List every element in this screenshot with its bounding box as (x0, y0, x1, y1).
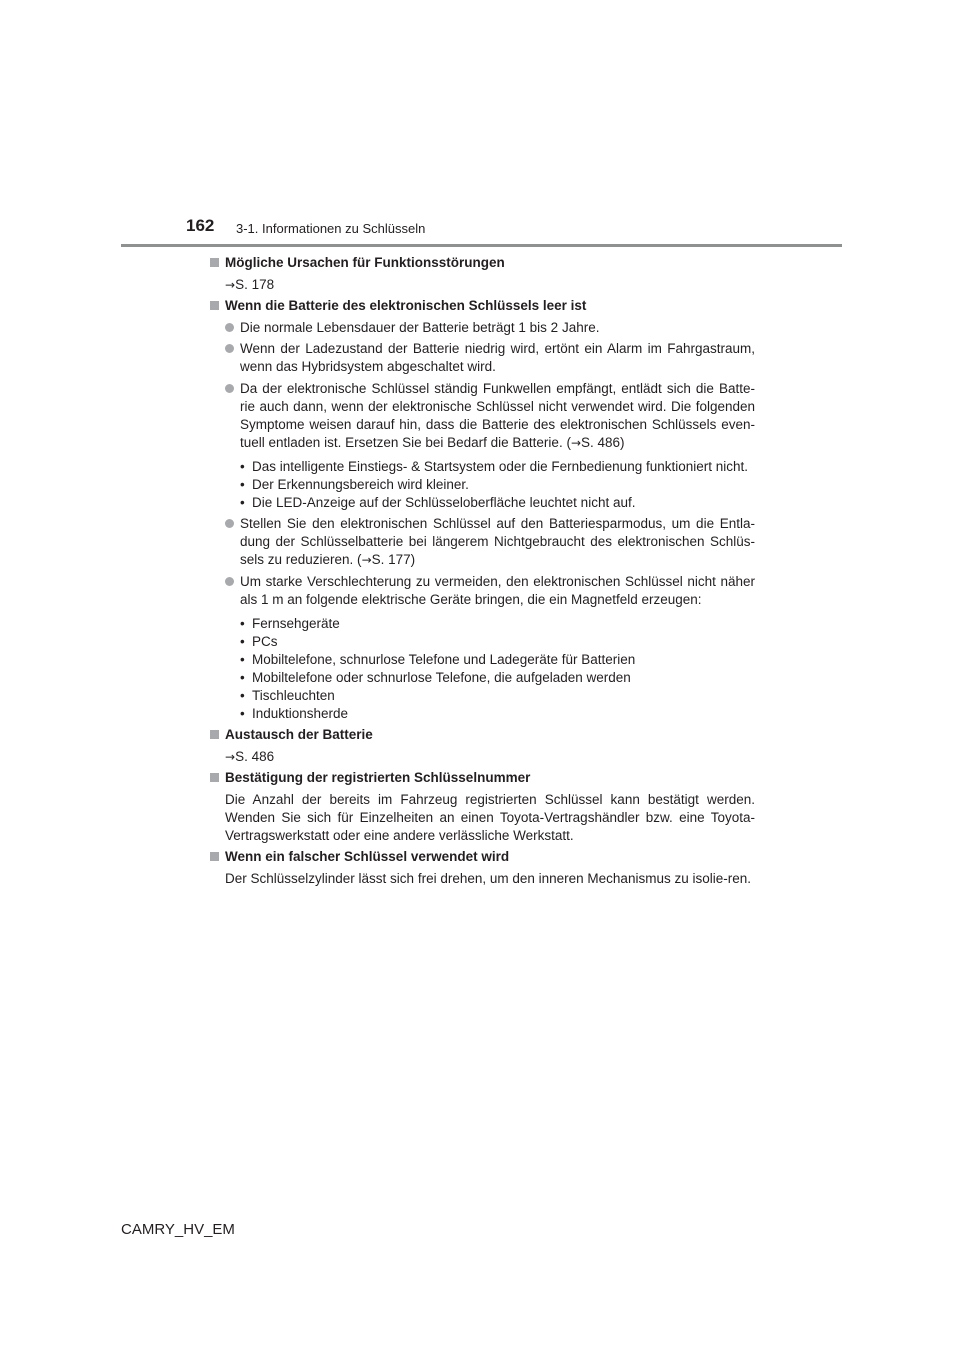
sub-item: • Tischleuchten (240, 687, 335, 703)
heading-text: Wenn die Batterie des elektronischen Schlüssels leer ist (225, 298, 587, 313)
section-title: 3-1. Informationen zu Schlüsseln (236, 221, 426, 236)
bullet-item (210, 515, 755, 569)
page-number: 162 (186, 216, 215, 235)
sub-item: • Induktionsherde (240, 705, 349, 721)
reference-text: S. 177) (371, 552, 416, 567)
heading-square-icon (210, 773, 219, 782)
sub-item-text: Die LED-Anzeige auf der Schlüsseloberfläche leuchtet nicht auf. (252, 494, 636, 510)
heading-text: Austausch der Batterie (225, 727, 373, 742)
sub-list (210, 458, 755, 512)
footer-document-code: CAMRY_HV_EM (121, 1221, 235, 1238)
bullet-circle-icon (225, 519, 234, 528)
section-heading (210, 726, 755, 744)
bullet-circle-icon (225, 323, 234, 332)
bullet-circle-icon (225, 344, 234, 353)
bullet-item (210, 340, 755, 376)
body-paragraph: Die Anzahl der bereits im Fahrzeug registrierten Schlüssel kann bestätigt werden. Wenden Sie sich für Einzelheiten an einen Toyota-Vertragshändler bzw. eine Toyota-Vertragswerkstatt oder eine andere verlässliche Werkstatt. (225, 791, 755, 843)
reference-text: S. 178 (235, 276, 275, 292)
sub-item-text: Mobiltelefone, schnurlose Telefone und Ladegeräte für Batterien (252, 651, 636, 667)
page-reference (210, 748, 755, 766)
sub-item-text: Mobiltelefone oder schnurlose Telefone, die aufgeladen werden (252, 669, 631, 685)
sub-item-text: Fernsehgeräte (252, 615, 340, 631)
heading-square-icon (210, 730, 219, 739)
sub-item: • Die LED-Anzeige auf der Schlüsseloberfläche leuchtet nicht auf. (240, 494, 636, 510)
sub-item-text: Das intelligente Einstiegs- & Startsystem oder die Fernbedienung funktioniert nicht. (252, 458, 749, 474)
bullet-circle-icon (225, 384, 234, 393)
heading-text: Bestätigung der registrierten Schlüsselnummer (225, 770, 531, 785)
bullet-text: Da der elektronische Schlüssel ständig Funkwellen empfängt, entlädt sich die Batte-rie auch dann, wenn der elektronische Schlüssel nicht verwendet wird. Die folgenden Symptome weisen darauf hin, dass die Batterie des elektronischen Schlüssels even-tuell entladen ist. Ersetzen Sie bei Bedarf die Batterie. ( (240, 380, 755, 450)
sub-item: • Das intelligente Einstiegs- & Startsystem oder die Fernbedienung funktioniert nicht. (240, 458, 749, 474)
arrow-icon: → (225, 749, 236, 764)
heading-text: Mögliche Ursachen für Funktionsstörungen (225, 255, 505, 270)
sub-list (210, 615, 755, 723)
section-heading (210, 848, 755, 866)
page-reference (210, 276, 755, 294)
arrow-icon: → (225, 277, 236, 292)
sub-item-text: Induktionsherde (252, 705, 349, 721)
bullet-text: Wenn der Ladezustand der Batterie niedrig wird, ertönt ein Alarm im Fahrgastraum, wenn das Hybridsystem abgeschaltet wird. (240, 341, 755, 374)
sub-item: • Mobiltelefone, schnurlose Telefone und Ladegeräte für Batterien (240, 651, 636, 667)
bullet-item (210, 319, 755, 337)
reference-text: S. 486 (235, 748, 275, 764)
section-heading (210, 769, 755, 787)
sub-item: • PCs (240, 633, 278, 649)
sub-item-text: PCs (252, 633, 278, 649)
bullet-item (210, 380, 755, 452)
bullet-circle-icon (225, 577, 234, 586)
heading-square-icon (210, 301, 219, 310)
heading-square-icon (210, 258, 219, 267)
heading-text: Wenn ein falscher Schlüssel verwendet wird (225, 849, 510, 864)
section-heading (210, 254, 755, 272)
content (210, 254, 755, 888)
sub-item-text: Der Erkennungsbereich wird kleiner. (252, 476, 469, 492)
sub-item: • Mobiltelefone oder schnurlose Telefone, die aufgeladen werden (240, 669, 631, 685)
header-rule (121, 244, 842, 247)
arrow-icon: → (361, 553, 372, 567)
sub-item-text: Tischleuchten (252, 687, 335, 703)
sub-item: • Der Erkennungsbereich wird kleiner. (240, 476, 469, 492)
bullet-item (210, 573, 755, 609)
bullet-text: Stellen Sie den elektronischen Schlüssel auf den Batteriesparmodus, um die Entla-dung der Schlüsselbatterie bei längerem Nichtgebraucht des elektronischen Schlüs-sels zu reduzieren. ( (240, 516, 755, 567)
bullet-text: Um starke Verschlechterung zu vermeiden, den elektronischen Schlüssel nicht näher als 1 m an folgende elektrische Geräte bringen, die ein Magnetfeld erzeugen: (240, 573, 755, 607)
arrow-icon: → (570, 435, 581, 450)
sub-item: • Fernsehgeräte (240, 615, 340, 631)
reference-text: S. 486) (581, 434, 625, 450)
heading-square-icon (210, 852, 219, 861)
body-paragraph: Der Schlüsselzylinder lässt sich frei drehen, um den inneren Mechanismus zu isolie-ren. (225, 870, 751, 886)
section-heading (210, 297, 755, 315)
bullet-text: Die normale Lebensdauer der Batterie beträgt 1 bis 2 Jahre. (240, 319, 600, 335)
